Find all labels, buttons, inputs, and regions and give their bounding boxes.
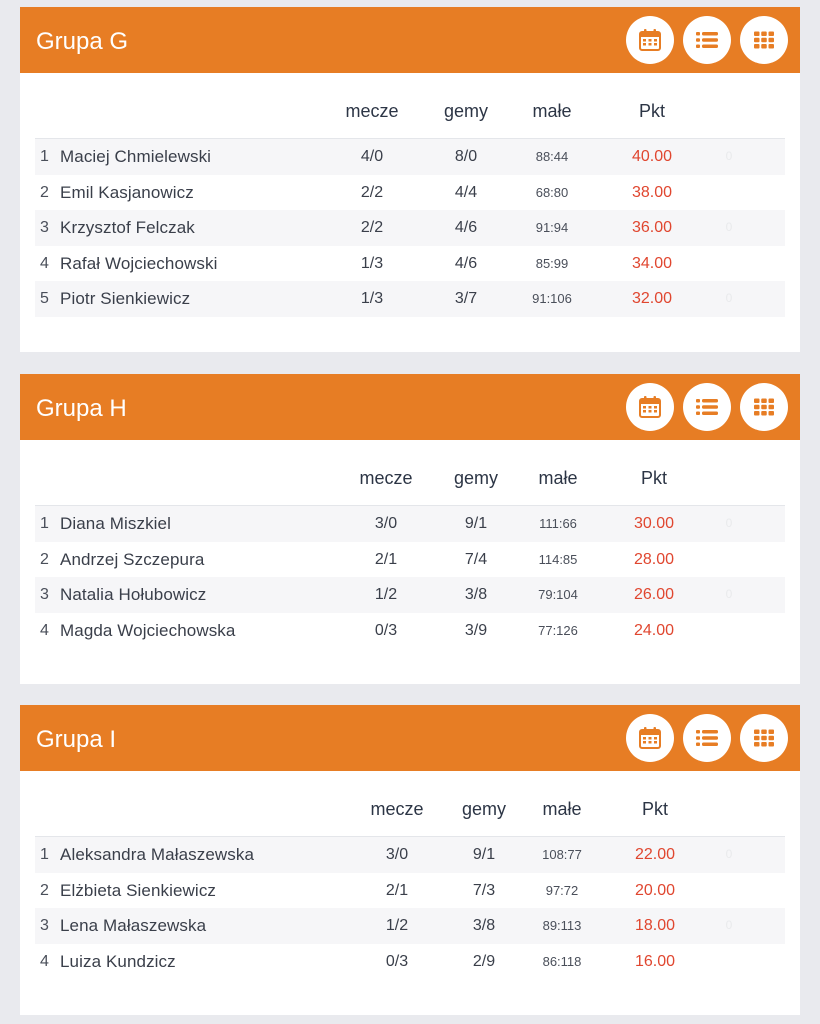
- col-male: małe: [542, 799, 582, 819]
- rank: 2: [40, 881, 49, 899]
- calendar-button[interactable]: [626, 383, 674, 431]
- table-header: [35, 83, 785, 139]
- table-row[interactable]: [35, 542, 785, 578]
- mecze-value: 3/0: [374, 515, 398, 532]
- mecze-value: 2/1: [374, 550, 398, 568]
- mecze-value: 2/1: [385, 881, 409, 899]
- rank: 5: [40, 290, 49, 307]
- table-row[interactable]: [35, 873, 785, 909]
- table-row[interactable]: [35, 210, 785, 246]
- rank: 4: [40, 254, 49, 272]
- grid-button[interactable]: [740, 16, 788, 64]
- group-card-i: [20, 705, 800, 1015]
- row-mark: 0: [725, 516, 733, 530]
- table-row[interactable]: [35, 506, 785, 542]
- pkt-value: 20.00: [634, 881, 676, 899]
- player-name: Krzysztof Felczak: [60, 218, 195, 237]
- list-icon: [695, 395, 719, 419]
- table-row[interactable]: [35, 613, 785, 649]
- grid-icon: [752, 726, 776, 750]
- table-row[interactable]: [35, 837, 785, 873]
- calendar-icon: [638, 28, 662, 52]
- male-value: 77:126: [538, 622, 578, 638]
- pkt-value: 34.00: [631, 254, 673, 272]
- player-name: Emil Kasjanowicz: [60, 182, 194, 202]
- list-icon: [695, 726, 719, 750]
- standings-table: [35, 83, 785, 317]
- pkt-value: 18.00: [634, 917, 676, 934]
- standings-table: [35, 450, 785, 648]
- table-row[interactable]: [35, 246, 785, 282]
- list-button[interactable]: [683, 383, 731, 431]
- grid-button[interactable]: [740, 383, 788, 431]
- pkt-value: 36.00: [631, 219, 673, 236]
- list-icon: [695, 28, 719, 52]
- male-value: 91:106: [532, 291, 572, 306]
- group-header: [20, 374, 800, 440]
- mecze-value: 1/2: [374, 586, 398, 603]
- male-value: 114:85: [538, 551, 578, 567]
- gemy-value: 8/0: [454, 148, 478, 165]
- player-name: Piotr Sienkiewicz: [60, 289, 191, 308]
- gemy-value: 4/4: [454, 183, 478, 201]
- group-header: [20, 7, 800, 73]
- mecze-value: 3/0: [385, 846, 409, 863]
- rank: 2: [40, 183, 49, 201]
- pkt-value: 40.00: [631, 148, 673, 165]
- rank: 1: [40, 515, 49, 532]
- col-gemy: gemy: [461, 799, 506, 819]
- col-pkt: Pkt: [638, 101, 665, 121]
- row-mark: 0: [725, 149, 733, 163]
- group-title: Grupa H: [36, 395, 127, 422]
- pkt-value: 32.00: [631, 290, 673, 307]
- player-name: Maciej Chmielewski: [60, 147, 212, 166]
- grid-icon: [752, 395, 776, 419]
- male-value: 88:44: [535, 149, 569, 164]
- calendar-button[interactable]: [626, 714, 674, 762]
- male-value: 68:80: [535, 184, 569, 200]
- group-header: [20, 705, 800, 771]
- group-card-g: [20, 7, 800, 352]
- male-value: 108:77: [542, 847, 582, 862]
- calendar-button[interactable]: [626, 16, 674, 64]
- row-mark: 0: [725, 918, 733, 932]
- gemy-value: 7/3: [472, 881, 496, 899]
- mecze-value: 2/2: [360, 219, 384, 236]
- group-title: Grupa G: [36, 28, 129, 55]
- player-name: Diana Miszkiel: [60, 514, 171, 533]
- table-row[interactable]: [35, 139, 785, 175]
- col-mecze: mecze: [345, 101, 399, 121]
- gemy-value: 9/1: [464, 515, 488, 532]
- table-row[interactable]: [35, 281, 785, 317]
- col-pkt: Pkt: [640, 468, 667, 488]
- group-title: Grupa I: [36, 726, 117, 753]
- male-value: 91:94: [535, 220, 569, 235]
- gemy-value: 2/9: [472, 952, 496, 970]
- col-male: małe: [538, 468, 578, 488]
- col-pkt: Pkt: [641, 799, 668, 819]
- rank: 4: [40, 621, 49, 639]
- col-male: małe: [532, 101, 572, 121]
- player-name: Aleksandra Małaszewska: [60, 845, 255, 864]
- male-value: 111:66: [539, 516, 577, 531]
- pkt-value: 24.00: [633, 621, 675, 639]
- mecze-value: 2/2: [360, 183, 384, 201]
- col-mecze: mecze: [359, 468, 413, 488]
- rank: 4: [40, 952, 49, 970]
- gemy-value: 3/9: [464, 621, 488, 639]
- row-mark: 0: [725, 847, 733, 861]
- table-row[interactable]: [35, 175, 785, 211]
- table-row[interactable]: [35, 908, 785, 944]
- gemy-value: 4/6: [454, 254, 478, 272]
- list-button[interactable]: [683, 714, 731, 762]
- gemy-value: 9/1: [472, 846, 496, 863]
- mecze-value: 1/3: [360, 290, 384, 307]
- player-name: Magda Wojciechowska: [60, 620, 236, 640]
- standings-table: [35, 781, 785, 979]
- male-value: 89:113: [542, 918, 582, 933]
- mecze-value: 1/3: [360, 254, 384, 272]
- male-value: 97:72: [545, 882, 579, 898]
- gemy-value: 7/4: [464, 550, 488, 568]
- player-name: Natalia Hołubowicz: [60, 585, 207, 604]
- male-value: 86:118: [542, 953, 582, 969]
- player-name: Andrzej Szczepura: [60, 549, 205, 569]
- mecze-value: 1/2: [385, 917, 409, 934]
- row-mark: 0: [725, 291, 733, 305]
- mecze-value: 0/3: [385, 952, 409, 970]
- gemy-value: 3/8: [464, 586, 488, 603]
- gemy-value: 3/7: [454, 290, 478, 307]
- group-card-h: [20, 374, 800, 684]
- male-value: 85:99: [535, 255, 569, 271]
- rank: 3: [40, 219, 49, 236]
- pkt-value: 28.00: [633, 550, 675, 568]
- rank: 1: [40, 846, 49, 863]
- calendar-icon: [638, 395, 662, 419]
- table-row[interactable]: [35, 577, 785, 613]
- rank: 3: [40, 586, 49, 603]
- mecze-value: 4/0: [360, 148, 384, 165]
- col-gemy: gemy: [443, 101, 488, 121]
- gemy-value: 4/6: [454, 219, 478, 236]
- table-row[interactable]: [35, 944, 785, 980]
- pkt-value: 16.00: [634, 952, 676, 970]
- rank: 3: [40, 917, 49, 934]
- pkt-value: 38.00: [631, 183, 673, 201]
- player-name: Elżbieta Sienkiewicz: [60, 880, 217, 900]
- row-mark: 0: [725, 587, 733, 601]
- pkt-value: 22.00: [634, 846, 676, 863]
- pkt-value: 26.00: [633, 586, 675, 603]
- player-name: Lena Małaszewska: [60, 916, 207, 935]
- player-name: Rafał Wojciechowski: [60, 253, 218, 273]
- calendar-icon: [638, 726, 662, 750]
- gemy-value: 3/8: [472, 917, 496, 934]
- mecze-value: 0/3: [374, 621, 398, 639]
- rank: 2: [40, 550, 49, 568]
- col-gemy: gemy: [453, 468, 498, 488]
- col-mecze: mecze: [370, 799, 424, 819]
- rank: 1: [40, 148, 49, 165]
- player-name: Luiza Kundzicz: [60, 951, 176, 971]
- table-header: [35, 450, 785, 506]
- row-mark: 0: [725, 220, 733, 234]
- pkt-value: 30.00: [633, 515, 675, 532]
- grid-button[interactable]: [740, 714, 788, 762]
- male-value: 79:104: [538, 587, 578, 602]
- grid-icon: [752, 28, 776, 52]
- table-header: [35, 781, 785, 837]
- list-button[interactable]: [683, 16, 731, 64]
